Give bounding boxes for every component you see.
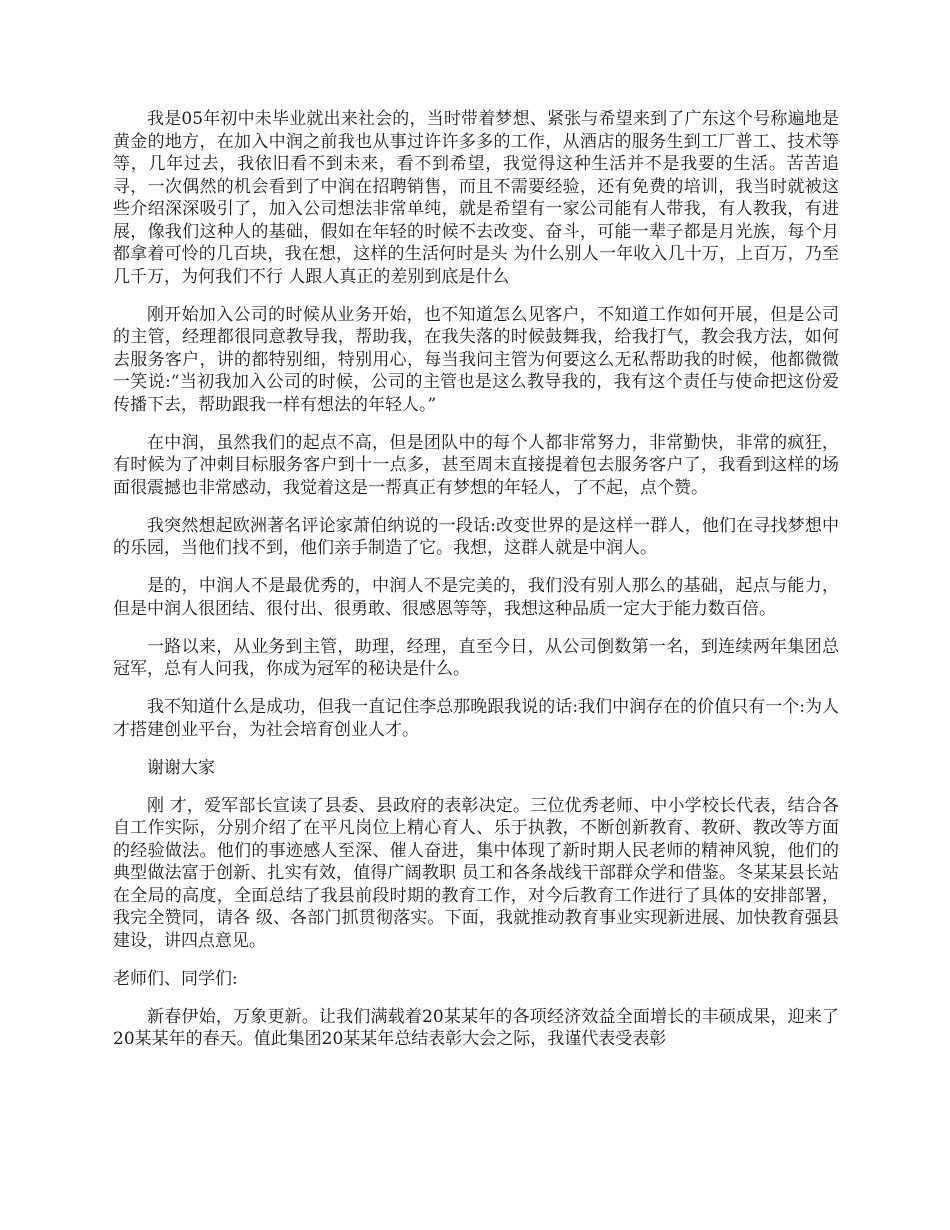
paragraph-shaw-quote: 我突然想起欧洲著名评论家萧伯纳说的一段话:改变世界的是这样一群人，他们在寻找梦想中的乐园，当他们找不到，他们亲手制造了它。我想，这群人就是中润人。	[113, 515, 839, 558]
paragraph-joining-company: 刚开始加入公司的时候从业务开始，也不知道怎么见客户，不知道工作如何开展，但是公司的主管，经理都很同意教导我，帮助我，在我失落的时候鼓舞我，给我打气，教会我方法，如何去服务客户，讲的都特别细，特别用心，每当我问主管为何要这么无私帮助我的时候，他都微微一笑说:“当初我加入公司的时候，公司的主管也是这么教导我的，我有这个责任与使命把这份爱传播下去，帮助跟我一样有想法的年轻人。”	[113, 304, 839, 415]
paragraph-salutation: 老师们、同学们:	[113, 968, 238, 989]
paragraph-career-beginning: 我是05年初中未毕业就出来社会的，当时带着梦想、紧张与希望来到了广东这个号称遍地是黄金的地方，在加入中润之前我也从事过许许多多的工作，从酒店的服务生到工厂普工、技术等等，几年过去，我依旧看不到未来，看不到希望，我觉得这种生活并不是我要的生活。苦苦追寻，一次偶然的机会看到了中润在招聘销售，而且不需要经验，还有免费的培训，我当时就被这些介绍深深吸引了，加入公司想法非常单纯，就是希望有一家公司能有人带我，有人教我，有进展，像我们这种人的基础，假如在年轻的时候不去改变、奋斗，可能一辈子都是月光族，每个月都拿着可怜的几百块，我在想，这样的生活何时是头 为什么别人一年收入几十万，上百万，乃至几千万，为何我们不行 人跟人真正的差别到底是什么	[113, 109, 839, 287]
paragraph-new-year: 新春伊始，万象更新。让我们满载着20某某年的各项经济效益全面增长的丰硕成果，迎来了20某某年的春天。值此集团20某某年总结表彰大会之际，我谨代表受表彰	[113, 1006, 839, 1049]
paragraph-company-value: 我不知道什么是成功，但我一直记住李总那晚跟我说的话:我们中润存在的价值只有一个:为人才搭建创业平台，为社会培育创业人才。	[113, 697, 839, 740]
paragraph-thanks: 谢谢大家	[147, 757, 215, 778]
paragraph-team-effort: 在中润，虽然我们的起点不高，但是团队中的每个人都非常努力，非常勤快，非常的疯狂，有时候为了冲刺目标服务客户到十一点多，甚至周末直接提着包去服务客户了，我看到这样的场面很震撼也非常感动，我觉着这是一帮真正有梦想的年轻人，了不起，点个赞。	[113, 432, 839, 498]
paragraph-education-speech: 刚 才，爱军部长宣读了县委、县政府的表彰决定。三位优秀老师、中小学校长代表，结合各自工作实际，分别介绍了在平凡岗位上精心育人、乐于执教，不断创新教育、教研、教改等方面的经验做法。他们的事迹感人至深、催人奋进，集中体现了新时期人民老师的精神风貌，他们的典型做法富于创新、扎实有效，值得广阔教职 员工和各条战线干部群众学和借鉴。冬某某县长站在全局的高度，全面总结了我县前段时期的教育工作，对今后教育工作进行了具体的安排部署，我完全赞同，请各 级、各部门抓贯彻落实。下面，我就推动教育事业实现新进展、加快教育强县建设，讲四点意见。	[113, 795, 839, 951]
paragraph-career-path: 一路以来，从业务到主管，助理，经理，直至今日，从公司倒数第一名，到连续两年集团总冠军，总有人问我，你成为冠军的秘诀是什么。	[113, 636, 839, 679]
paragraph-qualities: 是的，中润人不是最优秀的，中润人不是完美的，我们没有别人那么的基础，起点与能力，但是中润人很团结、很付出、很勇敢、很感恩等等，我想这种品质一定大于能力数百倍。	[113, 576, 839, 619]
document-body	[113, 108, 839, 1066]
